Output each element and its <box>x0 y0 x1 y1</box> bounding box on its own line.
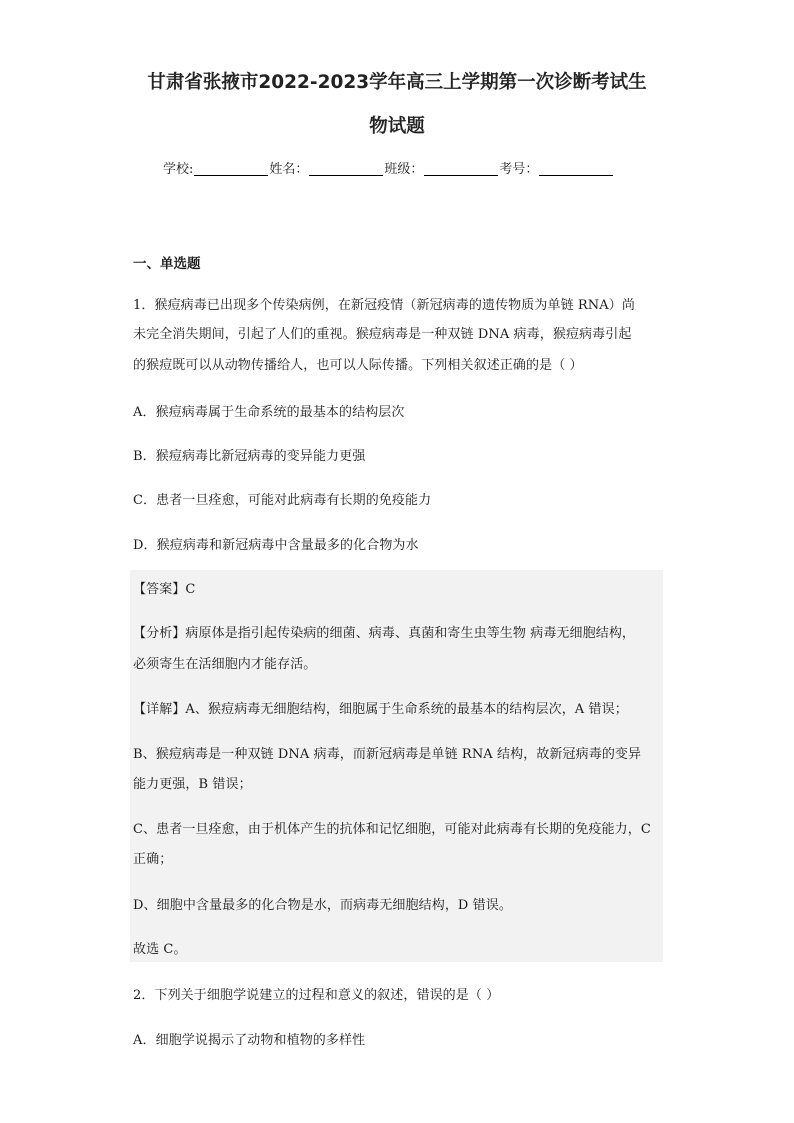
q1-analysis-line: 必须寄生在活细胞内才能存活。 <box>133 657 317 672</box>
q1-detail-line: B、猴痘病毒是一种双链 DNA 病毒，而新冠病毒是单链 RNA 结构，故新冠病毒的变异 <box>133 747 642 762</box>
q1-detail-line: 能力更强，B 错误； <box>133 777 252 792</box>
name-label: 姓名： <box>269 162 309 177</box>
q1-detail-line: 正确； <box>133 852 173 867</box>
title-line-1: 甘肃省张掖市2022-2023学年高三上学期第一次诊断考试生 <box>147 72 647 93</box>
exam-number-label: 考号： <box>499 162 539 177</box>
exam-number-blank <box>539 161 613 176</box>
q1-option-c: C．患者一旦痊愈，可能对此病毒有长期的免疫能力 <box>133 493 432 508</box>
class-blank <box>424 161 498 176</box>
class-label: 班级： <box>384 162 424 177</box>
q2-option-a: A．细胞学说揭示了动物和植物的多样性 <box>133 1033 366 1048</box>
name-blank <box>309 161 383 176</box>
q1-stem-line: 未完全消失期间，引起了人们的重视。猴痘病毒是一种双链 DNA 病毒，猴痘病毒引起 <box>133 327 632 342</box>
q1-detail-line: D、细胞中含量最多的化合物是水，而病毒无细胞结构，D 错误。 <box>133 898 512 913</box>
q1-stem-line: 1．猴痘病毒已出现多个传染病例，在新冠疫情（新冠病毒的遗传物质为单链 RNA）尚 <box>133 298 635 313</box>
q1-detail-line: C、患者一旦痊愈，由于机体产生的抗体和记忆细胞，可能对此病毒有长期的免疫能力，C <box>133 822 651 837</box>
q1-option-a: A．猴痘病毒属于生命系统的最基本的结构层次 <box>133 405 405 420</box>
q1-option-d: D．猴痘病毒和新冠病毒中含量最多的化合物为水 <box>133 538 419 553</box>
title-line-2: 物试题 <box>369 116 425 137</box>
q1-detail-line: 【详解】A、猴痘病毒无细胞结构，细胞属于生命系统的最基本的结构层次，A 错误； <box>133 702 628 717</box>
q1-analysis-line: 【分析】病原体是指引起传染病的细菌、病毒、真菌和寄生虫等生物 病毒无细胞结构， <box>133 626 636 641</box>
school-blank <box>194 161 268 176</box>
school-label: 学校: <box>163 162 194 177</box>
q1-stem-line: 的猴痘既可以从动物传播给人，也可以人际传播。下列相关叙述正确的是（ ） <box>133 358 583 373</box>
q1-conclusion: 故选 C。 <box>133 942 187 957</box>
q2-stem: 2．下列关于细胞学说建立的过程和意义的叙述，错误的是（ ） <box>133 988 500 1003</box>
q1-option-b: B．猴痘病毒比新冠病毒的变异能力更强 <box>133 449 366 464</box>
q1-answer: 【答案】C <box>133 582 196 597</box>
section-heading: 一、单选题 <box>133 256 201 272</box>
student-info-row <box>163 158 614 177</box>
